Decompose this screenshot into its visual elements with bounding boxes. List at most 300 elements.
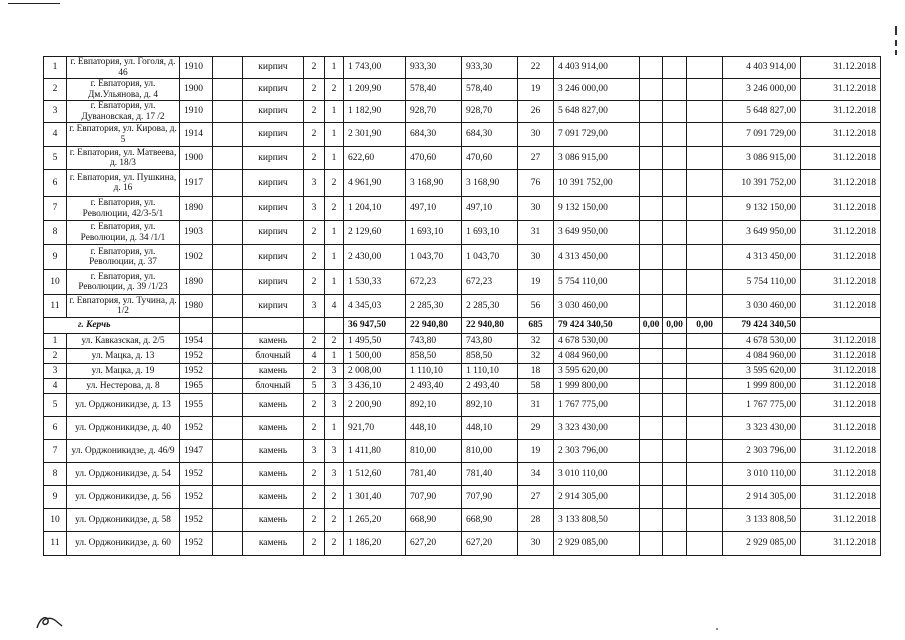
repair-cost: 10 391 752,00 [554,170,640,197]
address-cell: г. Евпатория, ул. Революции, д. 37 [67,245,180,270]
fund-b [663,486,687,509]
fund-c [687,170,723,197]
row-number: 2 [44,349,67,364]
address-cell: ул. Кавказская, д. 2/5 [67,334,180,349]
entrances-count: 3 [325,379,344,394]
row-number: 6 [44,170,67,197]
blank-cell [213,318,243,334]
repair-cost: 1 999 800,00 [554,379,640,394]
year-built: 1952 [180,532,213,556]
blank-cell [213,170,243,197]
year-built: 1917 [180,170,213,197]
table-row [44,509,881,532]
table-row [44,417,881,440]
entrances-count: 2 [325,486,344,509]
fund-a [640,295,663,318]
row-number: 4 [44,123,67,147]
floors-count: 3 [304,197,325,221]
scan-edge-marks [893,26,899,56]
blank-cell [304,318,325,334]
entrances-count: 1 [325,57,344,79]
subtotal-total-cost: 79 424 340,50 [723,318,801,334]
deadline-date: 31.12.2018 [801,486,881,509]
blank-cell [213,440,243,463]
residents-count: 31 [518,394,554,417]
fund-b [663,79,687,101]
blank-cell [213,197,243,221]
living-area: 933,30 [406,57,462,79]
year-built: 1890 [180,270,213,295]
wall-material: камень [243,440,304,463]
fund-c [687,147,723,170]
address-cell: ул. Орджоникидзе, д. 56 [67,486,180,509]
fund-a [640,101,663,123]
total-area: 4 961,90 [344,170,406,197]
entrances-count: 2 [325,509,344,532]
blank-cell [243,318,304,334]
wall-material: кирпич [243,197,304,221]
table-row [44,170,881,197]
table-row [44,364,881,379]
total-area: 1 209,90 [344,79,406,101]
fund-a [640,221,663,245]
fund-b [663,170,687,197]
row-number: 5 [44,147,67,170]
subtotal-total-area: 36 947,50 [344,318,406,334]
address-cell: ул. Орджоникидзе, д. 46/9 [67,440,180,463]
total-cost: 2 303 796,00 [723,440,801,463]
living-area: 2 493,40 [406,379,462,394]
fund-c [687,123,723,147]
fund-a [640,270,663,295]
subtotal-fund-c: 0,00 [687,318,723,334]
total-cost: 3 030 460,00 [723,295,801,318]
deadline-date: 31.12.2018 [801,440,881,463]
row-number: 3 [44,101,67,123]
blank-cell [213,349,243,364]
fund-a [640,123,663,147]
fund-a [640,417,663,440]
repair-cost: 9 132 150,00 [554,197,640,221]
residents-count: 34 [518,463,554,486]
residents-count: 32 [518,349,554,364]
fund-c [687,57,723,79]
wall-material: камень [243,417,304,440]
address-cell: ул. Мацка, д. 13 [67,349,180,364]
total-area: 1 411,80 [344,440,406,463]
living-area: 578,40 [406,79,462,101]
year-built: 1965 [180,379,213,394]
residents-count: 30 [518,197,554,221]
fund-a [640,379,663,394]
deadline-date: 31.12.2018 [801,379,881,394]
residents-count: 28 [518,509,554,532]
table-row [44,349,881,364]
living-area: 1 043,70 [406,245,462,270]
repair-cost: 5 648 827,00 [554,101,640,123]
floors-count: 2 [304,334,325,349]
floors-count: 2 [304,486,325,509]
entrances-count: 1 [325,123,344,147]
address-cell: ул. Нестерова, д. 8 [67,379,180,394]
fund-b [663,394,687,417]
row-number: 5 [44,394,67,417]
residents-count: 19 [518,440,554,463]
residential-area: 578,40 [462,79,518,101]
living-area: 858,50 [406,349,462,364]
residential-area: 3 168,90 [462,170,518,197]
housing-register-table [43,56,881,556]
address-cell: г. Евпатория, ул. Матвеева, д. 18/3 [67,147,180,170]
year-built: 1980 [180,295,213,318]
year-built: 1910 [180,57,213,79]
subtotal-fund-a: 0,00 [640,318,663,334]
residential-area: 627,20 [462,532,518,556]
floors-count: 4 [304,349,325,364]
residents-count: 19 [518,79,554,101]
wall-material: камень [243,463,304,486]
repair-cost: 3 010 110,00 [554,463,640,486]
total-cost: 2 914 305,00 [723,486,801,509]
floors-count: 2 [304,123,325,147]
year-built: 1890 [180,197,213,221]
living-area: 2 285,30 [406,295,462,318]
entrances-count: 1 [325,270,344,295]
residents-count: 31 [518,221,554,245]
floors-count: 3 [304,295,325,318]
residents-count: 19 [518,270,554,295]
residents-count: 18 [518,364,554,379]
total-area: 1 495,50 [344,334,406,349]
fund-a [640,349,663,364]
residents-count: 29 [518,417,554,440]
fund-b [663,101,687,123]
entrances-count: 3 [325,440,344,463]
fund-c [687,245,723,270]
row-number: 11 [44,295,67,318]
residents-count: 22 [518,57,554,79]
floors-count: 2 [304,147,325,170]
fund-b [663,270,687,295]
address-cell: г. Евпатория, ул. Кирова, д. 5 [67,123,180,147]
table-row [44,270,881,295]
fund-a [640,364,663,379]
blank-cell [213,463,243,486]
year-built: 1900 [180,147,213,170]
fund-b [663,245,687,270]
row-number: 1 [44,57,67,79]
address-cell: г. Евпатория, ул. Тучина, д. 1/2 [67,295,180,318]
fund-a [640,245,663,270]
entrances-count: 2 [325,532,344,556]
fund-a [640,170,663,197]
total-cost: 3 595 620,00 [723,364,801,379]
total-area: 2 008,00 [344,364,406,379]
floors-count: 2 [304,509,325,532]
residential-area: 810,00 [462,440,518,463]
address-cell: г. Евпатория, ул. Гоголя, д. 46 [67,57,180,79]
address-cell: ул. Орджоникидзе, д. 54 [67,463,180,486]
fund-b [663,463,687,486]
wall-material: кирпич [243,170,304,197]
repair-cost: 4 403 914,00 [554,57,640,79]
blank-cell [213,379,243,394]
total-cost: 3 086 915,00 [723,147,801,170]
total-area: 1 530,33 [344,270,406,295]
blank-cell [213,147,243,170]
floors-count: 2 [304,221,325,245]
residents-count: 32 [518,334,554,349]
wall-material: камень [243,509,304,532]
wall-material: кирпич [243,123,304,147]
living-area: 3 168,90 [406,170,462,197]
blank-cell [213,417,243,440]
living-area: 497,10 [406,197,462,221]
fund-a [640,440,663,463]
fund-c [687,79,723,101]
fund-c [687,270,723,295]
total-cost: 3 133 808,50 [723,509,801,532]
living-area: 668,90 [406,509,462,532]
deadline-date: 31.12.2018 [801,364,881,379]
wall-material: блочный [243,379,304,394]
deadline-date: 31.12.2018 [801,170,881,197]
row-number: 9 [44,245,67,270]
wall-material: кирпич [243,221,304,245]
wall-material: кирпич [243,295,304,318]
total-cost: 4 084 960,00 [723,349,801,364]
fund-b [663,334,687,349]
floors-count: 3 [304,170,325,197]
address-cell: ул. Орджоникидзе, д. 58 [67,509,180,532]
fund-c [687,364,723,379]
blank-cell [325,318,344,334]
residential-area: 1 693,10 [462,221,518,245]
total-area: 1 186,20 [344,532,406,556]
fund-c [687,417,723,440]
address-cell: г. Евпатория, ул. Революции, д. 39 /1/23 [67,270,180,295]
total-cost: 2 929 085,00 [723,532,801,556]
residential-area: 933,30 [462,57,518,79]
residential-area: 2 285,30 [462,295,518,318]
total-cost: 1 767 775,00 [723,394,801,417]
residential-area: 743,80 [462,334,518,349]
total-cost: 3 323 430,00 [723,417,801,440]
deadline-date: 31.12.2018 [801,57,881,79]
row-number: 6 [44,417,67,440]
total-area: 2 430,00 [344,245,406,270]
year-built: 1910 [180,101,213,123]
fund-c [687,197,723,221]
wall-material: блочный [243,349,304,364]
total-area: 1 204,10 [344,197,406,221]
subtotal-living-area: 22 940,80 [406,318,462,334]
deadline-date: 31.12.2018 [801,147,881,170]
residential-area: 1 043,70 [462,245,518,270]
residential-area: 858,50 [462,349,518,364]
fund-b [663,364,687,379]
scan-speck [716,628,718,630]
living-area: 627,20 [406,532,462,556]
total-area: 1 500,00 [344,349,406,364]
total-cost: 4 313 450,00 [723,245,801,270]
row-number: 10 [44,509,67,532]
row-number: 1 [44,334,67,349]
entrances-count: 3 [325,394,344,417]
subtotal-residential-area: 22 940,80 [462,318,518,334]
residents-count: 30 [518,123,554,147]
fund-a [640,509,663,532]
deadline-date: 31.12.2018 [801,270,881,295]
wall-material: кирпич [243,101,304,123]
fund-b [663,417,687,440]
fund-a [640,532,663,556]
table-row [44,394,881,417]
residents-count: 27 [518,486,554,509]
address-cell: г. Евпатория, ул. Дувановская, д. 17 /2 [67,101,180,123]
repair-cost: 4 084 960,00 [554,349,640,364]
blank-cell [213,509,243,532]
fund-a [640,486,663,509]
total-area: 622,60 [344,147,406,170]
blank-cell [213,532,243,556]
fund-c [687,486,723,509]
entrances-count: 2 [325,334,344,349]
entrances-count: 1 [325,417,344,440]
table-row [44,79,881,101]
address-cell: г. Евпатория, ул. Пушкина, д. 16 [67,170,180,197]
blank-cell [213,295,243,318]
repair-cost: 3 323 430,00 [554,417,640,440]
fund-a [640,57,663,79]
floors-count: 2 [304,417,325,440]
deadline-date: 31.12.2018 [801,221,881,245]
table-row [44,101,881,123]
address-cell: ул. Мацка, д. 19 [67,364,180,379]
fund-b [663,295,687,318]
deadline-date: 31.12.2018 [801,245,881,270]
floors-count: 2 [304,101,325,123]
entrances-count: 1 [325,221,344,245]
year-built: 1952 [180,349,213,364]
residents-count: 58 [518,379,554,394]
fund-c [687,394,723,417]
wall-material: камень [243,532,304,556]
total-area: 4 345,03 [344,295,406,318]
total-area: 1 743,00 [344,57,406,79]
table-row [44,486,881,509]
blank-cell [213,221,243,245]
floors-count: 2 [304,245,325,270]
total-cost: 10 391 752,00 [723,170,801,197]
residential-area: 448,10 [462,417,518,440]
entrances-count: 1 [325,245,344,270]
living-area: 928,70 [406,101,462,123]
fund-b [663,197,687,221]
deadline-date: 31.12.2018 [801,295,881,318]
deadline-date: 31.12.2018 [801,417,881,440]
residents-count: 30 [518,532,554,556]
living-area: 892,10 [406,394,462,417]
register-body [44,57,881,556]
fund-b [663,349,687,364]
total-cost: 5 648 827,00 [723,101,801,123]
table-row [44,532,881,556]
total-area: 2 200,90 [344,394,406,417]
table-row [44,379,881,394]
blank-cell [213,394,243,417]
blank-cell [213,79,243,101]
fund-c [687,509,723,532]
total-cost: 3 246 000,00 [723,79,801,101]
total-area: 1 512,60 [344,463,406,486]
living-area: 781,40 [406,463,462,486]
residential-area: 497,10 [462,197,518,221]
entrances-count: 2 [325,79,344,101]
floors-count: 5 [304,379,325,394]
residents-count: 26 [518,101,554,123]
fund-b [663,57,687,79]
fund-a [640,463,663,486]
residents-count: 27 [518,147,554,170]
table-row [44,147,881,170]
deadline-date: 31.12.2018 [801,394,881,417]
table-row [44,245,881,270]
entrances-count: 3 [325,364,344,379]
residential-area: 672,23 [462,270,518,295]
living-area: 1 110,10 [406,364,462,379]
total-cost: 1 999 800,00 [723,379,801,394]
table-row [44,334,881,349]
residential-area: 1 110,10 [462,364,518,379]
row-number: 3 [44,364,67,379]
total-cost: 5 754 110,00 [723,270,801,295]
fund-b [663,440,687,463]
year-built: 1952 [180,486,213,509]
blank-cell [213,245,243,270]
floors-count: 2 [304,57,325,79]
total-area: 2 129,60 [344,221,406,245]
row-number: 9 [44,486,67,509]
repair-cost: 7 091 729,00 [554,123,640,147]
subtotal-repair-cost: 79 424 340,50 [554,318,640,334]
deadline-date: 31.12.2018 [801,79,881,101]
total-area: 1 182,90 [344,101,406,123]
blank-cell [180,318,213,334]
wall-material: кирпич [243,79,304,101]
wall-material: кирпич [243,147,304,170]
total-area: 2 301,90 [344,123,406,147]
total-area: 921,70 [344,417,406,440]
living-area: 684,30 [406,123,462,147]
floors-count: 2 [304,364,325,379]
subtotal-fund-b: 0,00 [663,318,687,334]
fund-a [640,394,663,417]
entrances-count: 3 [325,463,344,486]
fund-a [640,334,663,349]
wall-material: камень [243,394,304,417]
fund-b [663,221,687,245]
floors-count: 3 [304,440,325,463]
year-built: 1955 [180,394,213,417]
entrances-count: 2 [325,197,344,221]
table-row [44,295,881,318]
living-area: 448,10 [406,417,462,440]
repair-cost: 4 678 530,00 [554,334,640,349]
city-name: г. Керчь [44,318,180,334]
blank-cell [213,123,243,147]
city-subtotal-row [44,318,881,334]
